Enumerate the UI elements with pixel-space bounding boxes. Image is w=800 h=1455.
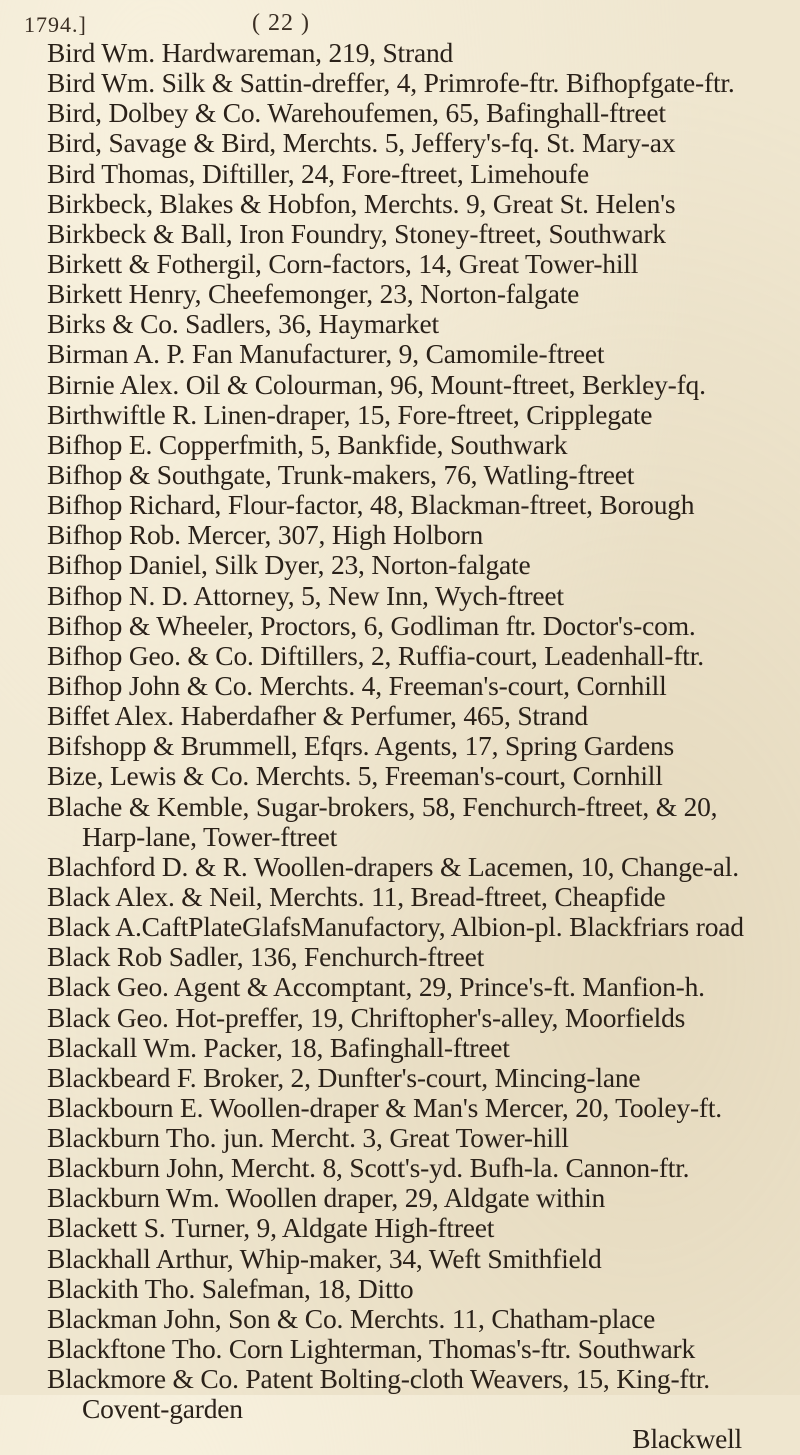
directory-entry: Blackburn Tho. jun. Mercht. 3, Great Tower-hill xyxy=(47,1123,569,1154)
directory-entry: Bifhop Richard, Flour-factor, 48, Blackman-ftreet, Borough xyxy=(47,490,695,521)
directory-entry: Bird Wm. Hardwareman, 219, Strand xyxy=(47,38,454,68)
signature-mark: ( 22 ) xyxy=(252,10,310,36)
directory-entry: Bifshopp & Brummell, Efqrs. Agents, 17, Spring Gardens xyxy=(47,731,675,762)
directory-entry: Blache & Kemble, Sugar-brokers, 58, Fenchurch-ftreet, & 20, xyxy=(47,791,718,822)
directory-entry: Bird Thomas, Diftiller, 24, Fore-ftreet, Limehoufe xyxy=(47,158,590,189)
directory-entry: Birman A. P. Fan Manufacturer, 9, Camomile-ftreet xyxy=(47,339,605,370)
directory-entry: Blackburn John, Mercht. 8, Scott's-yd. Bufh-la. Cannon-ftr. xyxy=(47,1153,690,1184)
directory-entry: Bifhop Daniel, Silk Dyer, 23, Norton-falgate xyxy=(47,550,531,581)
directory-entry: Harp-lane, Tower-ftreet xyxy=(82,821,338,852)
directory-entry: Blackith Tho. Salefman, 18, Ditto xyxy=(47,1273,414,1304)
directory-entry: Biffet Alex. Haberdafher & Perfumer, 465, Strand xyxy=(47,701,588,732)
directory-entry: Blackhall Arthur, Whip-maker, 34, Weft Smithfield xyxy=(47,1243,602,1274)
directory-entry: Bifhop & Southgate, Trunk-makers, 76, Watling-ftreet xyxy=(47,459,635,490)
directory-entry: Bird Wm. Silk & Sattin-dreffer, 4, Primrofe-ftr. Bifhopfgate-ftr. xyxy=(47,68,735,99)
directory-entry: Birks & Co. Sadlers, 36, Haymarket xyxy=(47,309,439,340)
directory-entry: Covent-garden xyxy=(82,1394,243,1425)
directory-entry: Birnie Alex. Oil & Colourman, 96, Mount-ftreet, Berkley-fq. xyxy=(47,369,706,400)
directory-entry: Bifhop John & Co. Merchts. 4, Freeman's-court, Cornhill xyxy=(47,670,667,701)
page-header xyxy=(22,8,772,38)
directory-entry: Birthwiftle R. Linen-draper, 15, Fore-ftreet, Cripplegate xyxy=(47,399,653,430)
directory-entry: Blackmore & Co. Patent Bolting-cloth Weavers, 15, King-ftr. xyxy=(47,1364,710,1395)
directory-entry: Bize, Lewis & Co. Merchts. 5, Freeman's-court, Cornhill xyxy=(47,761,663,792)
directory-entries xyxy=(22,38,772,1424)
catchword: Blackwell xyxy=(632,1424,742,1455)
directory-entry: Bifhop Geo. & Co. Diftillers, 2, Ruffia-court, Leadenhall-ftr. xyxy=(47,640,704,671)
directory-entry: Black A.CaftPlateGlafsManufactory, Albion-pl. Blackfriars road xyxy=(47,912,744,943)
directory-entry: Birkbeck & Ball, Iron Foundry, Stoney-ftreet, Southwark xyxy=(47,218,666,249)
directory-entry: Black Geo. Hot-preffer, 19, Chriftopher's-alley, Moorfields xyxy=(47,1002,686,1033)
directory-entry: Birkbeck, Blakes & Hobfon, Merchts. 9, Great St. Helen's xyxy=(47,188,676,219)
directory-entry: Blackall Wm. Packer, 18, Bafinghall-ftreet xyxy=(47,1032,510,1063)
directory-entry: Black Rob Sadler, 136, Fenchurch-ftreet xyxy=(47,942,485,973)
directory-entry: Bifhop N. D. Attorney, 5, New Inn, Wych-ftreet xyxy=(47,580,564,611)
directory-entry: Bifhop Rob. Mercer, 307, High Holborn xyxy=(47,520,484,551)
directory-entry: Black Alex. & Neil, Merchts. 11, Bread-ftreet, Cheapfide xyxy=(47,881,666,912)
directory-entry: Bird, Dolbey & Co. Warehoufemen, 65, Bafinghall-ftreet xyxy=(47,98,666,129)
directory-entry: Blackbourn E. Woollen-draper & Man's Mercer, 20, Tooley-ft. xyxy=(47,1092,722,1123)
directory-entry: Blackman John, Son & Co. Merchts. 11, Chatham-place xyxy=(47,1303,656,1334)
directory-entry: Blackftone Tho. Corn Lighterman, Thomas's-ftr. Southwark xyxy=(47,1334,696,1365)
directory-entry: Blachford D. & R. Woollen-drapers & Lacemen, 10, Change-al. xyxy=(47,851,739,882)
directory-entry: Bird, Savage & Bird, Merchts. 5, Jeffery's-fq. St. Mary-ax xyxy=(47,128,676,159)
directory-entry: Bifhop E. Copperfmith, 5, Bankfide, Southwark xyxy=(47,429,568,460)
directory-entry: Black Geo. Agent & Accomptant, 29, Prince's-ft. Manfion-h. xyxy=(47,972,705,1003)
page-number: 1794.] xyxy=(24,12,87,37)
directory-entry: Blackburn Wm. Woollen draper, 29, Aldgate within xyxy=(47,1183,606,1214)
directory-entry: Bifhop & Wheeler, Proctors, 6, Godliman ftr. Doctor's-com. xyxy=(47,610,696,641)
directory-entry: Birkett Henry, Cheefemonger, 23, Norton-falgate xyxy=(47,279,580,310)
directory-entry: Blackett S. Turner, 9, Aldgate High-ftreet xyxy=(47,1213,495,1244)
directory-entry: Blackbeard F. Broker, 2, Dunfter's-court, Mincing-lane xyxy=(47,1062,641,1093)
directory-entry: Birkett & Fothergil, Corn-factors, 14, Great Tower-hill xyxy=(47,248,639,279)
